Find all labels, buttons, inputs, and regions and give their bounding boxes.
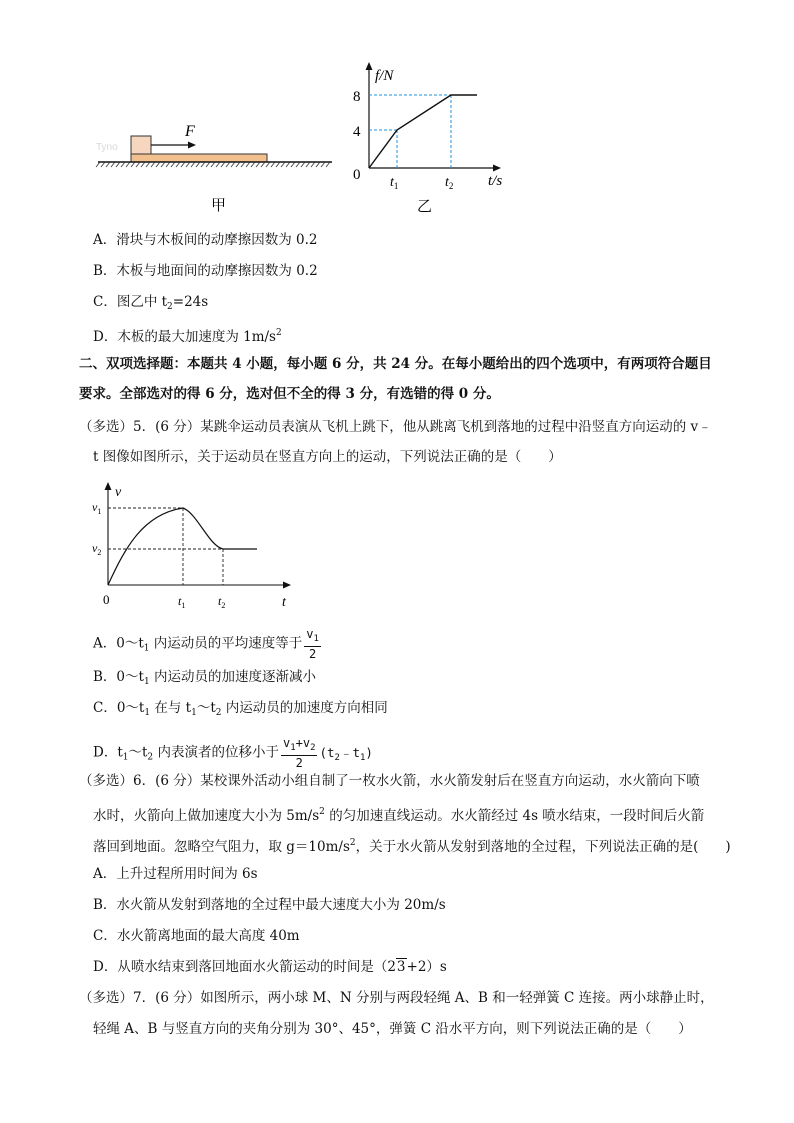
fraction-numerator-sub2: 2: [310, 743, 316, 753]
friction-curve: [369, 95, 477, 168]
figure-yi-caption: 乙: [417, 197, 433, 215]
q7-stem-line1: （多选）7．(6 分）如图所示，两小球 M、N 分别与两段轻绳 A、B 和一轻弹簧 C 连接。两小球静止时，: [79, 990, 714, 1006]
hatch-mark: [316, 162, 320, 167]
q6-stem-line2: [93, 803, 704, 825]
q6-stem-line2-sup: 2: [319, 807, 325, 817]
hatch-mark: [311, 162, 315, 167]
hatch-mark: [171, 162, 175, 167]
v-axis-label: v: [115, 485, 122, 500]
q6-stem-line3-tail: ，关于水火箭从发射到落地的全过程，下列说法正确的是( ): [355, 839, 731, 855]
v2-label: $v_2$: [92, 541, 102, 557]
y-tick-4: 4: [353, 124, 361, 140]
fraction-numerator-sub: 1: [313, 634, 319, 644]
q6-option-d-text: D．从喷水结束到落回地面水火箭运动的时间是（2: [93, 959, 396, 975]
q5-option-a[interactable]: [93, 627, 323, 661]
q6-stem-line3: [93, 834, 731, 856]
q6-stem-line1: （多选）6．(6 分）某校课外活动小组自制了一枚水火箭，水火箭发射后在竖直方向运动，水火箭向下喷: [79, 773, 700, 789]
hatch-mark: [156, 162, 160, 167]
hatch-mark: [301, 162, 305, 167]
force-arrow-head: [188, 142, 196, 149]
y-axis-label: f/N: [375, 68, 394, 84]
hatch-mark: [306, 162, 310, 167]
hatch-mark: [166, 162, 170, 167]
hatch-mark: [181, 162, 185, 167]
q6-option-a[interactable]: A．上升过程所用时间为 6s: [93, 866, 258, 882]
q5-option-c-sub3: 2: [215, 708, 222, 718]
q6-option-d[interactable]: [93, 958, 447, 976]
origin-label: 0: [353, 167, 361, 183]
v-axis-arrow: [105, 482, 112, 490]
q5-option-d[interactable]: [93, 736, 373, 770]
q4-option-c-sub: 2: [167, 302, 173, 312]
fraction-numerator-plus: +v: [295, 736, 311, 750]
hatch-mark: [296, 162, 300, 167]
t2-label: $t_2$: [218, 594, 226, 610]
fraction-denominator: 2: [295, 756, 303, 770]
hatch-mark: [326, 162, 330, 167]
q4-option-c-tail: =24s: [172, 294, 209, 310]
q5-option-b-tail: 内运动员的加速度逐渐减小: [149, 669, 316, 685]
hatch-mark: [141, 162, 145, 167]
hatch-mark: [246, 162, 250, 167]
x-tick-t1: $t_1$: [390, 175, 399, 191]
vt-origin-label: 0: [103, 592, 110, 607]
q5-option-d-tail: 内表演者的位移小于: [153, 744, 279, 761]
hatch-mark: [186, 162, 190, 167]
section2-heading-line1: 二、双项选择题：本题共 4 小题，每小题 6 分，共 24 分。在每小题给出的四个选项中，有两项符合题目: [79, 356, 712, 372]
q5-option-b[interactable]: [93, 668, 316, 691]
hatch-mark: [96, 162, 100, 167]
figure-yi-f-t-graph: [345, 58, 525, 218]
q4-option-b[interactable]: B．木板与地面间的动摩擦因数为 0.2: [93, 263, 318, 279]
ground-hatching: [96, 162, 330, 167]
interval-sub1: 2: [334, 752, 340, 763]
q5-option-c-tail: 内运动员的加速度方向相同: [221, 700, 388, 716]
q5-option-d-interval: [319, 744, 373, 763]
q4-option-a[interactable]: A．滑块与木板间的动摩擦因数为 0.2: [93, 232, 318, 248]
hatch-mark: [281, 162, 285, 167]
hatch-mark: [236, 162, 240, 167]
q5-option-c[interactable]: [93, 699, 388, 722]
hatch-mark: [286, 162, 290, 167]
velocity-curve: [108, 508, 257, 585]
hatch-mark: [151, 162, 155, 167]
hatch-mark: [106, 162, 110, 167]
hatch-mark: [176, 162, 180, 167]
t-axis-label: t: [282, 595, 286, 610]
q5-v-t-graph: [85, 478, 300, 613]
q4-option-d[interactable]: [93, 324, 282, 346]
x-axis-arrow: [493, 165, 501, 172]
q5-stem-line2: t 图像如图所示，关于运动员在竖直方向上的运动，下列说法正确的是（ ）: [93, 449, 562, 465]
q5-option-c-mid2: ～t: [196, 700, 216, 716]
q5-option-a-text: A．0～t: [93, 635, 144, 652]
hatch-mark: [216, 162, 220, 167]
interval-minus: ﹣t: [339, 744, 360, 760]
x-axis-label: t/s: [488, 173, 503, 189]
q5-option-a-sub: 1: [143, 643, 150, 654]
hatch-mark: [196, 162, 200, 167]
hatch-mark: [231, 162, 235, 167]
slider-block: [131, 136, 151, 154]
v1-label: $v_1$: [92, 500, 102, 516]
q5-option-c-text: C．0～t: [93, 700, 145, 716]
hatch-mark: [206, 162, 210, 167]
q4-option-c[interactable]: [93, 293, 208, 316]
hatch-mark: [271, 162, 275, 167]
wooden-board: [131, 154, 267, 162]
q5-option-d-mid: ～t: [128, 744, 148, 761]
hatch-mark: [251, 162, 255, 167]
hatch-mark: [111, 162, 115, 167]
hatch-mark: [116, 162, 120, 167]
x-tick-t2: $t_2$: [445, 175, 454, 191]
hatch-mark: [126, 162, 130, 167]
q5-option-a-tail: 内运动员的平均速度等于: [149, 635, 303, 652]
section2-heading-line2: 要求。全部选对的得 6 分，选对但不全的得 3 分，有选错的得 0 分。: [79, 386, 500, 402]
q6-stem-line2-text: 水时，火箭向上做加速度大小为 5m/s: [93, 808, 320, 824]
interval-open: (t: [319, 744, 335, 760]
fraction-numerator: v: [306, 627, 314, 641]
q4-option-d-sup: 2: [275, 328, 282, 338]
q5-option-b-sub: 1: [143, 677, 150, 687]
interval-close: ): [365, 744, 373, 760]
hatch-mark: [131, 162, 135, 167]
q5-option-d-fraction: [281, 736, 318, 770]
figure-jia-caption: 甲: [211, 196, 227, 214]
fraction-numerator-sub1: 1: [290, 743, 296, 753]
hatch-mark: [221, 162, 225, 167]
hatch-mark: [121, 162, 125, 167]
hatch-mark: [211, 162, 215, 167]
hatch-mark: [241, 162, 245, 167]
hatch-mark: [276, 162, 280, 167]
hatch-mark: [161, 162, 165, 167]
figure-jia: [94, 118, 338, 216]
hatch-mark: [101, 162, 105, 167]
q5-option-d-sub2: 2: [147, 752, 154, 763]
t1-label: $t_1$: [178, 594, 186, 610]
hatch-mark: [321, 162, 325, 167]
hatch-mark: [226, 162, 230, 167]
q5-option-c-sub1: 1: [144, 708, 151, 718]
figure-jia-watermark: Tyno: [96, 142, 118, 153]
q5-option-b-text: B．0～t: [93, 669, 144, 685]
q4-option-d-text: D．木板的最大加速度为 1m/s: [93, 329, 276, 345]
fraction-denominator: 2: [309, 647, 317, 661]
hatch-mark: [136, 162, 140, 167]
hatch-mark: [191, 162, 195, 167]
t-axis-arrow: [283, 582, 291, 589]
y-tick-8: 8: [353, 89, 361, 105]
fraction-numerator-v: v: [282, 736, 291, 750]
q6-stem-line3-sup: 2: [349, 838, 356, 848]
q5-option-c-mid: 在与 t: [150, 700, 192, 716]
q4-option-c-text: C．图乙中 t: [93, 294, 168, 310]
q5-option-d-sub1: 1: [122, 752, 129, 763]
q7-stem-line2: 轻绳 A、B 与竖直方向的夹角分别为 30°、45°，弹簧 C 沿水平方向，则下列说法正确的是（ ）: [93, 1021, 692, 1037]
q5-option-c-sub2: 1: [191, 708, 197, 718]
q5-stem-line1: （多选）5．(6 分）某跳伞运动员表演从飞机上跳下，他从跳离飞机到落地的过程中沿竖直方向运动的 v﹣: [79, 419, 712, 435]
q6-option-b[interactable]: B．水火箭从发射到落地的全过程中最大速度大小为 20m/s: [93, 897, 446, 913]
hatch-mark: [261, 162, 265, 167]
q5-option-d-text: D．t: [93, 744, 123, 761]
hatch-mark: [201, 162, 205, 167]
hatch-mark: [146, 162, 150, 167]
hatch-mark: [256, 162, 260, 167]
q6-option-c[interactable]: C．水火箭离地面的最大高度 40m: [93, 928, 300, 944]
force-label: F: [185, 123, 195, 140]
interval-sub2: 1: [360, 752, 366, 763]
q5-option-a-fraction: [304, 627, 321, 661]
q6-stem-line2-tail: 的匀加速直线运动。水火箭经过 4s 喷水结束，一段时间后火箭: [324, 808, 705, 824]
y-axis-arrow: [366, 62, 373, 70]
q6-stem-line3-text: 落回到地面。忽略空气阻力，取 g＝10m/s: [93, 839, 350, 855]
hatch-mark: [291, 162, 295, 167]
q6-option-d-tail: +2）s: [406, 959, 447, 975]
hatch-mark: [266, 162, 270, 167]
sqrt-radicand: 3: [396, 959, 406, 975]
